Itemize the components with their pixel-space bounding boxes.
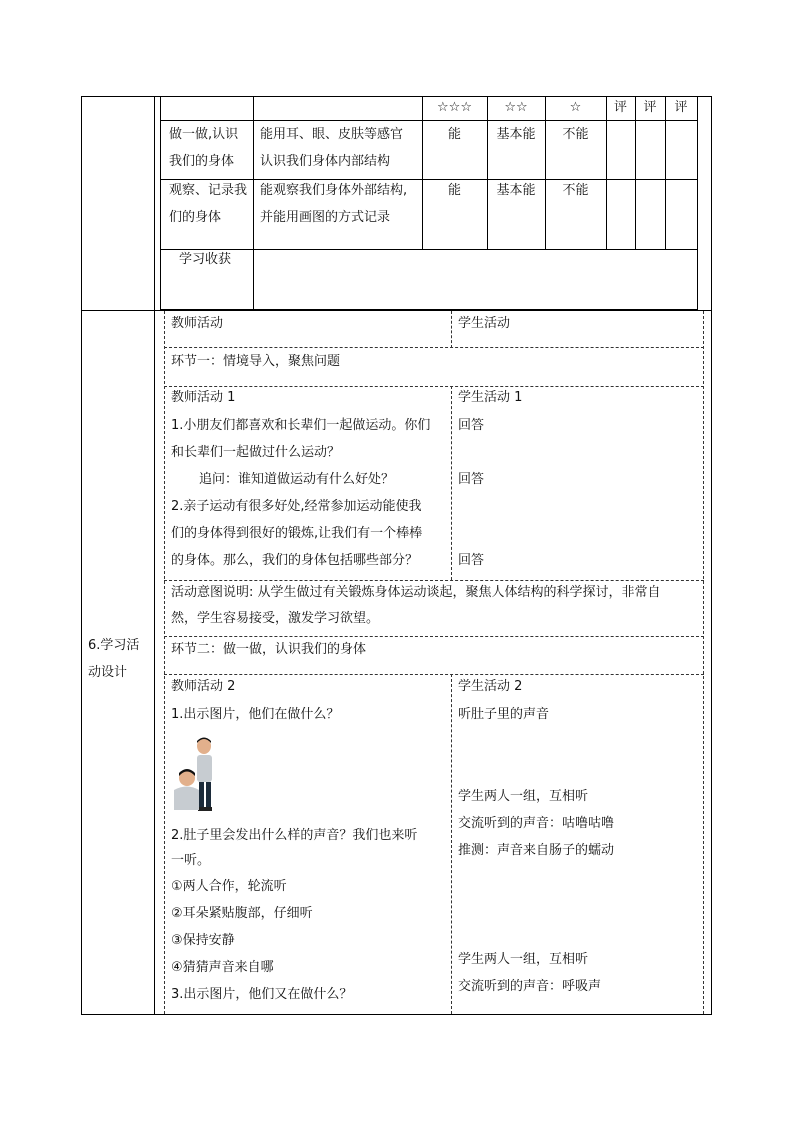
block2-teacher-line4: ①两人合作，轮流听 bbox=[171, 879, 287, 894]
activity-header-student: 学生活动 bbox=[458, 316, 511, 331]
eval-header-one-star: ☆ bbox=[569, 100, 582, 115]
block1-teacher-line5: 们的身体得到很好的锻炼,让我们有一个棒棒 bbox=[171, 526, 423, 541]
eval-row2-standard-line2: 并能用画图的方式记录 bbox=[260, 210, 391, 225]
block1-teacher-line3: 追问：谁知道做运动有什么好处？ bbox=[199, 472, 395, 487]
eval-row1-standard-line2: 认识我们身体内部结构 bbox=[260, 154, 391, 169]
eval-row1-item-line1: 做一做,认识 bbox=[169, 127, 239, 142]
activity-block1-bottom bbox=[164, 580, 704, 581]
block2-student-line5: 学生两人一组，互相听 bbox=[458, 952, 589, 967]
eval-header-teacher-eval: 评 bbox=[674, 100, 688, 115]
eval-left-border bbox=[160, 96, 161, 310]
eval-row1-level2: 基本能 bbox=[496, 127, 536, 142]
block2-teacher-line3: 一听。 bbox=[171, 853, 211, 868]
block2-student-title: 学生活动 2 bbox=[458, 679, 523, 694]
eval-col-line-5 bbox=[606, 96, 607, 250]
activity-left-border bbox=[164, 311, 165, 1014]
eval-row1-item-line2: 我们的身体 bbox=[169, 154, 235, 169]
intent-line1: 活动意图说明: 从学生做过有关锻炼身体运动谈起，聚焦人体结构的科学探讨，非常自 bbox=[171, 585, 661, 600]
block2-teacher-line6: ③保持安静 bbox=[171, 933, 235, 948]
block1-student-title: 学生活动 1 bbox=[458, 390, 523, 405]
eval-col-line-1 bbox=[253, 96, 254, 310]
activity-stage1-bottom bbox=[164, 386, 704, 387]
eval-col-line-2 bbox=[422, 96, 423, 250]
block2-student-line2: 学生两人一组，互相听 bbox=[458, 789, 589, 804]
activity-middle-divider-1 bbox=[451, 311, 452, 348]
eval-header-self-eval: 评 bbox=[613, 100, 627, 115]
block2-teacher-line8: 3.出示图片，他们又在做什么？ bbox=[171, 987, 353, 1002]
block2-teacher-line5: ②耳朵紧贴腹部，仔细听 bbox=[171, 906, 313, 921]
block1-student-answer2: 回答 bbox=[458, 472, 485, 487]
block2-student-line1: 听肚子里的声音 bbox=[458, 707, 550, 722]
activity-right-border bbox=[703, 311, 704, 1014]
outer-bottom-border bbox=[81, 1014, 712, 1015]
eval-row1-level1: 不能 bbox=[562, 127, 589, 142]
outer-top-border bbox=[81, 96, 712, 97]
eval-bottom-border bbox=[160, 309, 698, 310]
eval-row2-item-line1: 观察、记录我 bbox=[169, 183, 248, 198]
eval-col-line-3 bbox=[487, 96, 488, 250]
eval-col-line-6 bbox=[635, 96, 636, 250]
eval-right-border bbox=[697, 96, 698, 310]
block1-teacher-line4: 2.亲子运动有很多好处,经常参加运动能使我 bbox=[171, 499, 422, 514]
activity-intent-bottom bbox=[164, 636, 704, 637]
listening-children-photo bbox=[171, 735, 219, 813]
stage1-title: 环节一：情境导入，聚焦问题 bbox=[171, 354, 341, 369]
eval-row-line-3 bbox=[160, 249, 698, 250]
eval-row1-level3: 能 bbox=[447, 127, 461, 142]
block2-teacher-line7: ④猜猜声音来自哪 bbox=[171, 960, 274, 975]
eval-row-line-1 bbox=[160, 120, 698, 121]
block2-student-line6: 交流听到的声音：呼吸声 bbox=[458, 979, 602, 994]
block2-teacher-title: 教师活动 2 bbox=[171, 679, 236, 694]
block2-teacher-line2: 2.肚子里会发出什么样的声音？我们也来听 bbox=[171, 828, 418, 843]
section6-label-line1: 6.学习活 bbox=[88, 638, 140, 653]
eval-col-line-7 bbox=[665, 96, 666, 250]
activity-middle-divider-3 bbox=[451, 674, 452, 1014]
block2-student-line3: 交流听到的声音：咕噜咕噜 bbox=[458, 816, 615, 831]
eval-row2-level3: 能 bbox=[447, 183, 461, 198]
block1-student-answer3: 回答 bbox=[458, 553, 485, 568]
eval-row2-item-line2: 们的身体 bbox=[169, 210, 222, 225]
activity-header-teacher: 教师活动 bbox=[171, 316, 224, 331]
eval-harvest-label: 学习收获 bbox=[179, 252, 232, 267]
eval-col-line-4 bbox=[545, 96, 546, 250]
eval-row2-level2: 基本能 bbox=[496, 183, 536, 198]
activity-middle-divider-2 bbox=[451, 386, 452, 580]
eval-header-peer-eval: 评 bbox=[643, 100, 657, 115]
section6-label-line2: 动设计 bbox=[88, 665, 128, 680]
activity-stage2-bottom bbox=[164, 674, 704, 675]
eval-row2-standard-line1: 能观察我们身体外部结构, bbox=[260, 183, 408, 198]
eval-header-three-stars: ☆☆☆ bbox=[437, 100, 472, 115]
block2-teacher-line1: 1.出示图片，他们在做什么？ bbox=[171, 707, 340, 722]
eval-row2-level1: 不能 bbox=[562, 183, 589, 198]
eval-header-two-stars: ☆☆ bbox=[504, 100, 528, 115]
label-column-divider bbox=[154, 96, 155, 1015]
outer-right-border bbox=[711, 96, 712, 1015]
eval-row1-standard-line1: 能用耳、眼、皮肤等感官 bbox=[260, 127, 404, 142]
activity-header-bottom bbox=[164, 347, 704, 348]
eval-row-line-2 bbox=[160, 179, 698, 180]
block2-student-line4: 推测：声音来自肠子的蠕动 bbox=[458, 843, 615, 858]
block1-teacher-title: 教师活动 1 bbox=[171, 390, 236, 405]
intent-line2: 然，学生容易接受，激发学习欲望。 bbox=[171, 611, 380, 626]
block1-teacher-line1: 1.小朋友们都喜欢和长辈们一起做运动。你们 bbox=[171, 418, 431, 433]
stage2-title: 环节二：做一做，认识我们的身体 bbox=[171, 642, 367, 657]
block1-student-answer1: 回答 bbox=[458, 418, 485, 433]
block1-teacher-line2: 和长辈们一起做过什么运动？ bbox=[171, 445, 341, 460]
outer-left-border bbox=[81, 96, 82, 1015]
block1-teacher-line6: 的身体。那么，我们的身体包括哪些部分？ bbox=[171, 553, 419, 568]
section-divider bbox=[81, 310, 712, 311]
